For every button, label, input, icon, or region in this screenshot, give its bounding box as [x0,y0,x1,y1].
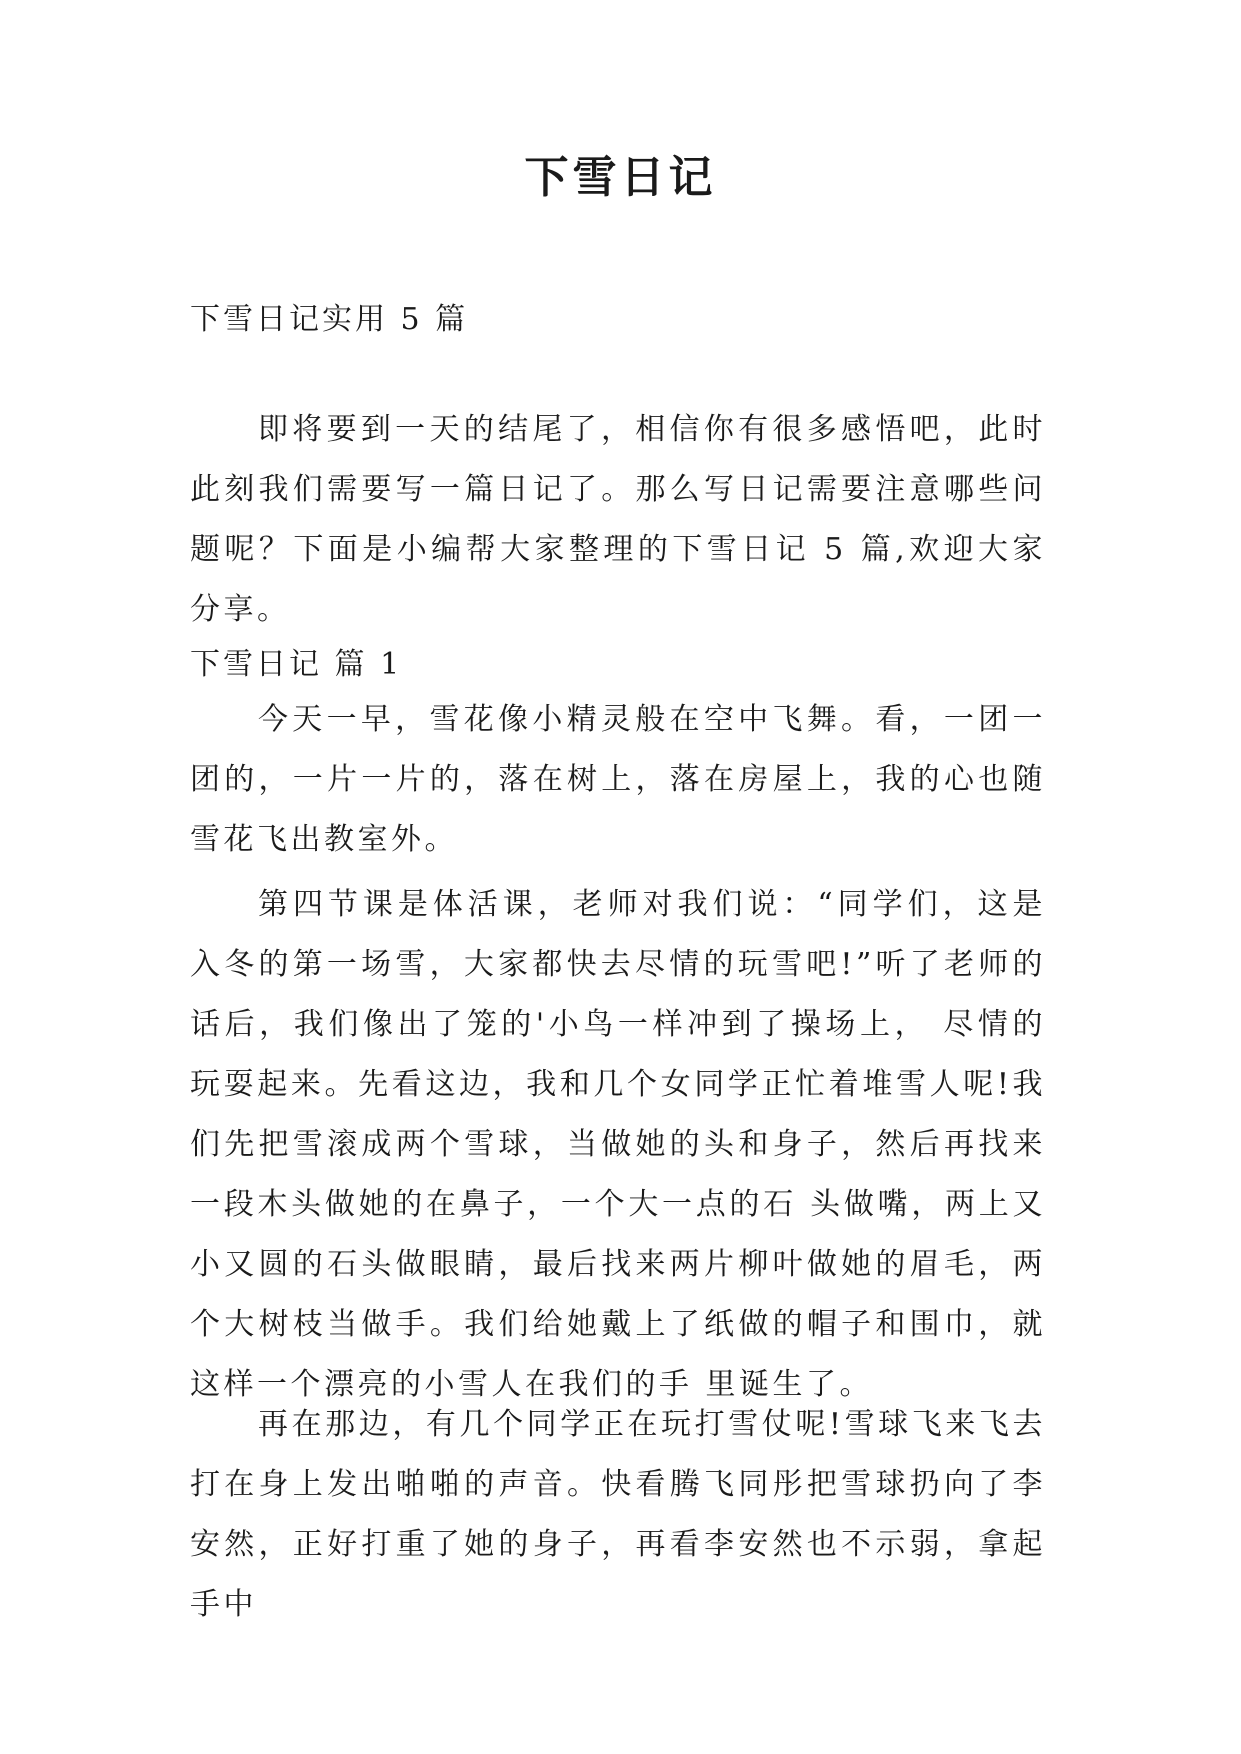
intro-paragraph: 即将要到一天的结尾了，相信你有很多感悟吧，此时此刻我们需要写一篇日记了。那么写日记需要注意哪些问题呢？下面是小编帮大家整理的下雪日记 5 篇,欢迎大家分享。 [190,412,1046,627]
document-subtitle: 下雪日记实用 5 篇 [190,302,469,337]
document-title: 下雪日记 [524,152,717,203]
section-heading: 下雪日记 篇 1 [190,647,403,682]
body-paragraph-2: 第四节课是体活课，老师对我们说：“同学们，这是入冬的第一场雪，大家都快去尽情的玩雪吧!”听了老师的话后，我们像出了笼的'小鸟一样冲到了操场上， 尽情的玩耍起来。先看这边，我和几个女同学正忙着堆雪人呢!我们先把雪滚成两个雪球，当做她的头和身子，然后再找来一段木头做她的在鼻子，一个大一点的石 头做嘴，两上又小又圆的石头做眼睛，最后找来两片柳叶做她的眉毛，两个大树枝当做手。我们给她戴上了纸做的帽子和围巾，就这样一个漂亮的小雪人在我们的手 里诞生了。 [190,887,1046,1402]
body-paragraph-1: 今天一早，雪花像小精灵般在空中飞舞。看，一团一团的，一片一片的，落在树上，落在房屋上，我的心也随雪花飞出教室外。 [190,702,1046,857]
body-paragraph-3: 再在那边，有几个同学正在玩打雪仗呢!雪球飞来飞去打在身上发出啪啪的声音。快看腾飞同彤把雪球扔向了李安然，正好打重了她的身子，再看李安然也不示弱，拿起手中 [190,1407,1046,1622]
